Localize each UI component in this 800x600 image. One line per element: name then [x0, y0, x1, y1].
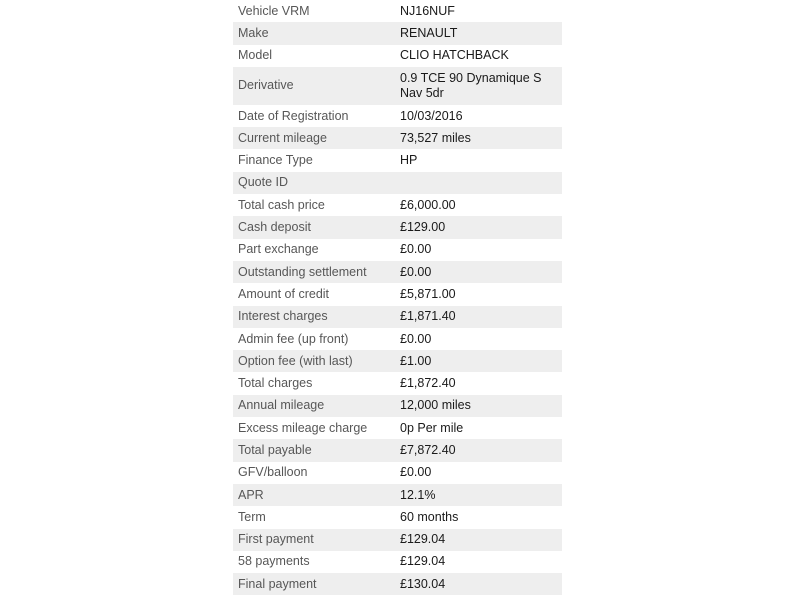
- row-58-payments: [233, 551, 562, 573]
- row-quote-id: [233, 172, 562, 194]
- row-gfv-balloon: [233, 462, 562, 484]
- row-value: £1,872.40: [400, 376, 456, 391]
- row-label: Admin fee (up front): [238, 331, 349, 346]
- row-value: £6,000.00: [400, 197, 456, 212]
- row-admin-fee: [233, 328, 562, 350]
- row-date-of-registration: [233, 105, 562, 127]
- row-final-payment: [233, 573, 562, 595]
- row-label: Model: [238, 48, 273, 63]
- row-value: 73,527 miles: [400, 130, 471, 145]
- finance-details-table: [233, 0, 562, 595]
- row-label: Total cash price: [238, 197, 325, 212]
- row-value: £7,872.40: [400, 442, 456, 457]
- row-label: GFV/balloon: [238, 465, 308, 480]
- row-value: HP: [400, 153, 418, 168]
- row-current-mileage: [233, 127, 562, 149]
- row-label: Part exchange: [238, 242, 319, 257]
- row-value: £130.04: [400, 576, 446, 591]
- row-value: £129.00: [400, 220, 446, 235]
- row-label: Vehicle VRM: [238, 3, 310, 18]
- row-label: Finance Type: [238, 153, 313, 168]
- row-value: 12,000 miles: [400, 398, 471, 413]
- row-cash-deposit: [233, 216, 562, 238]
- row-annual-mileage: [233, 395, 562, 417]
- row-label: APR: [238, 487, 264, 502]
- row-label: 58 payments: [238, 554, 310, 569]
- row-derivative: [233, 67, 562, 105]
- row-value: £0.00: [400, 264, 432, 279]
- row-label: Option fee (with last): [238, 353, 353, 368]
- row-outstanding-settlement: [233, 261, 562, 283]
- row-value: 10/03/2016: [400, 108, 463, 123]
- row-apr: [233, 484, 562, 506]
- row-value: £1.00: [400, 353, 432, 368]
- row-label: Annual mileage: [238, 398, 325, 413]
- row-label: Make: [238, 25, 269, 40]
- row-label: Date of Registration: [238, 108, 349, 123]
- row-value: £5,871.00: [400, 286, 456, 301]
- row-label: Quote ID: [238, 175, 289, 190]
- row-label: Cash deposit: [238, 220, 311, 235]
- row-label: Term: [238, 509, 266, 524]
- row-total-payable: [233, 439, 562, 461]
- row-label: Current mileage: [238, 130, 327, 145]
- row-excess-mileage-charge: [233, 417, 562, 439]
- row-value: £129.04: [400, 554, 446, 569]
- row-label: Final payment: [238, 576, 317, 591]
- row-value: £0.00: [400, 242, 432, 257]
- row-value: 0p Per mile: [400, 420, 464, 435]
- row-label: Derivative: [238, 78, 294, 93]
- row-value: 60 months: [400, 509, 459, 524]
- row-label: Excess mileage charge: [238, 420, 368, 435]
- row-value: 0.9 TCE 90 Dynamique S Nav 5dr: [400, 70, 542, 100]
- row-make: [233, 22, 562, 44]
- row-value: RENAULT: [400, 25, 458, 40]
- row-model: [233, 45, 562, 67]
- row-part-exchange: [233, 239, 562, 261]
- row-amount-of-credit: [233, 283, 562, 305]
- row-total-charges: [233, 372, 562, 394]
- row-value: NJ16NUF: [400, 3, 455, 18]
- row-value: £1,871.40: [400, 309, 456, 324]
- row-label: Interest charges: [238, 309, 328, 324]
- row-value: 12.1%: [400, 487, 436, 502]
- row-label: Total payable: [238, 442, 312, 457]
- row-label: Outstanding settlement: [238, 264, 367, 279]
- row-total-cash-price: [233, 194, 562, 216]
- row-value: £0.00: [400, 331, 432, 346]
- row-finance-type: [233, 149, 562, 171]
- row-value: £129.04: [400, 532, 446, 547]
- row-first-payment: [233, 529, 562, 551]
- row-option-fee: [233, 350, 562, 372]
- row-value: £0.00: [400, 465, 432, 480]
- row-label: Amount of credit: [238, 286, 330, 301]
- row-vehicle-vrm: [233, 0, 562, 22]
- row-value: CLIO HATCHBACK: [400, 48, 509, 63]
- row-label: Total charges: [238, 376, 313, 391]
- row-term: [233, 506, 562, 528]
- row-label: First payment: [238, 532, 314, 547]
- row-interest-charges: [233, 306, 562, 328]
